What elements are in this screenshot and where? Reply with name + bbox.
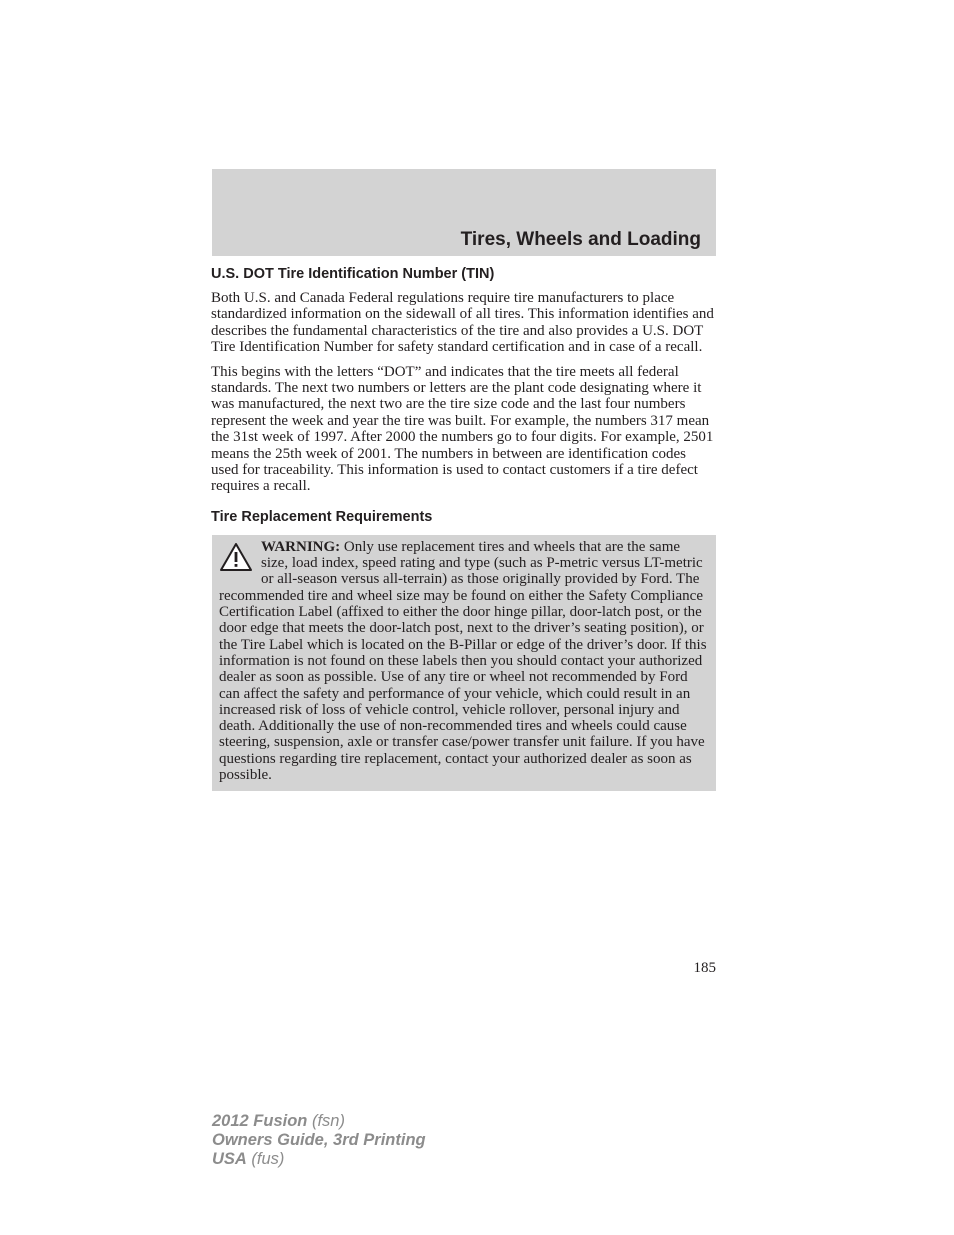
- page-content: [211, 266, 717, 791]
- footer-model-code: (fsn): [307, 1112, 345, 1130]
- footer-guide: Owners Guide, 3rd Printing: [212, 1131, 426, 1149]
- footer-model: 2012 Fusion: [212, 1112, 308, 1130]
- footer-line-2: [212, 1131, 426, 1150]
- footer-region-code: (fus): [246, 1150, 285, 1168]
- tin-paragraph-1: Both U.S. and Canada Federal regulations require tire manufacturers to place standardized information on the sidewall of all tires. This information identifies and describes the fundamental characteristics of the tire and also provides a U.S. DOT Tire Identification Number for safety standard certification and in case of a recall.: [211, 290, 714, 356]
- warning-triangle-icon: [219, 542, 253, 572]
- document-footer: [212, 1112, 426, 1169]
- warning-box: [212, 535, 716, 791]
- warning-label: WARNING:: [261, 538, 341, 555]
- section-title: Tires, Wheels and Loading: [460, 229, 701, 250]
- warning-text: Only use replacement tires and wheels that are the same size, load index, speed rating and type (such as P-metric versus LT-metric or all-season versus all-terrain) as those originally provided by Ford. The recommended tire and wheel size may be found on either the Safety Compliance Certification Label (affixed to either the door hinge pillar, door-latch post, or the door edge that meets the door-latch post, next to the driver’s seating position), or the Tire Label which is located on the B-Pillar or edge of the driver’s door. If this information is not found on these labels then you should contact your authorized dealer as soon as possible. Use of any tire or wheel not recommended by Ford can affect the safety and performance of your vehicle, which could result in an increased risk of loss of vehicle control, vehicle rollover, personal injury and death. Additionally the use of non-recommended tires and wheels could cause steering, suspension, axle or transfer case/power transfer unit failure. If you have questions regarding tire replacement, contact your authorized dealer as soon as possible.: [219, 538, 707, 784]
- tin-paragraph-2: This begins with the letters “DOT” and indicates that the tire meets all federal standards. The next two numbers or letters are the plant code designating where it was manufactured, the next two are the tire size code and the last four numbers represent the week and year the tire was built. For example, the numbers 317 mean the 31st week of 1997. After 2000 the numbers go to four digits. For example, 2501 means the 25th week of 2001. The numbers in between are identification codes used for traceability. This information is used to contact customers if a tire defect requires a recall.: [211, 363, 714, 495]
- footer-region: USA: [212, 1150, 247, 1168]
- page-number: 185: [693, 960, 716, 976]
- section-header-band: [212, 169, 716, 256]
- footer-line-3: [212, 1150, 426, 1169]
- footer-line-1: [212, 1112, 426, 1131]
- tin-heading: U.S. DOT Tire Identification Number (TIN): [211, 266, 495, 282]
- replacement-heading: Tire Replacement Requirements: [211, 508, 433, 525]
